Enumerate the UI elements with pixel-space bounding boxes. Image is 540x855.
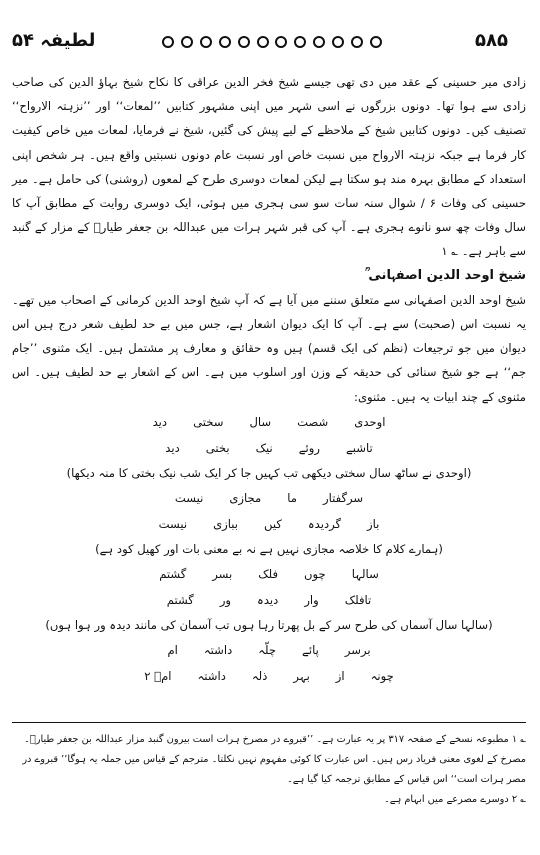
ornament-ring-icon bbox=[162, 36, 174, 48]
verse-word: ما bbox=[287, 490, 297, 505]
verse-line bbox=[12, 485, 526, 511]
verse-word: سالہا bbox=[351, 566, 379, 581]
verse-word: ور bbox=[219, 592, 232, 607]
verse-line bbox=[12, 435, 526, 461]
verse-word: نیست bbox=[158, 516, 188, 531]
paragraph-2: شیخ اوحد الدین اصفہانی سے متعلق سننے میں آیا ہے کہ آپ شیخ اوحد الدین کرمانی کے اصحاب میں تھے۔ یہ نسبت اس (صحبت) سے ہے۔ آپ کا ایک دیوان اشعار ہے، جس میں بے حد لطیف شعر درج ہیں اس دیوان میں جو ترجیعات (نظم کی ایک قسم) ہیں وہ حقائق و معارف پر مشتمل ہیں۔ ایک مثنوی ’’جام جم‘‘ ہے جو شیخ سنائی کی حدیقہ کے وزن اور اسلوب میں ہے۔ اس کے اشعار بے حد لطیف ہیں۔ اس مثنوی کے چند ابیات یہ ہیں۔ مثنوی: bbox=[12, 292, 526, 404]
ornament-ring-icon bbox=[294, 36, 306, 48]
verse-word: وار bbox=[304, 592, 319, 607]
verse-word: نیست bbox=[174, 490, 204, 505]
verse-word: گردیدہ bbox=[307, 516, 342, 531]
verse-word: گشتم bbox=[159, 566, 187, 581]
page-number: ۵۸۵ bbox=[475, 30, 508, 51]
verse-line bbox=[12, 409, 526, 435]
verse-word: بختی bbox=[205, 440, 230, 455]
verse-word: چلّہ bbox=[258, 642, 277, 657]
header-ornament bbox=[162, 34, 382, 50]
ornament-ring-icon bbox=[370, 36, 382, 48]
page-header bbox=[12, 30, 526, 60]
verse-translation: (سالہا سال آسماں کی طرح سر کے بل پھرتا رہا ہوں تب آسمان کی مانند دیدہ ور ہوا ہوں) bbox=[45, 617, 493, 632]
verse-word: داشتہ bbox=[203, 642, 233, 657]
verse-word: از bbox=[335, 668, 345, 683]
footnote-divider bbox=[12, 722, 526, 723]
footnote-2: ؎ ۲ دوسرے مصرعے میں ابہام ہے۔ bbox=[383, 794, 526, 805]
verse-word: تافلک bbox=[344, 592, 372, 607]
section-heading: شیخ اوحد الدین اصفہانی ؒ bbox=[365, 267, 526, 283]
paragraph-1: زادی میر حسینی کے عقد میں دی تھی جیسے شیخ فخر الدین عراقی کا نکاح شیخ بہاؤ الدین کی صاحب زادی سے ہوا تھا۔ دونوں بزرگوں نے اسی شہر میں اپنی مشہور کتابیں ’’لمعات‘‘ اور ’’نزہتہ الارواح‘‘ تصنیف کیں۔ دونوں کتابیں شیخ کے ملاحظے کے لیے پیش کی گئیں، شیخ نے فرمایا، لمعات میں خاص کیفیت کار فرما ہے جبکہ نزہتہ الارواح میں نسبت خاص اور نسبت عام دونوں نسبتیں واقع ہیں۔ ہر شخص اپنی استعداد کے مطابق بہرہ مند ہو سکتا ہے لیکن لمعات دوسری طرح کے لمعوں (روشنی) کی حامل ہے۔ میر حسینی کی وفات ۶ / شوال سنہ سات سو سی ہجری میں ہوئی، ایک دوسری روایت کے مطابق آپ کا سال وفات چھ سو نانوے ہجری ہے۔ آپ کی قبر شہر ہرات میں عبداللہ بن جعفر طیارؓ کے مزار کے گنبد سے باہر ہے۔ ؎ ۱ bbox=[12, 75, 526, 259]
footnote-1: ؎ ۱ مطبوعہ نسخے کے صفحہ ۳۱۷ پر یہ عبارت ہے۔ ’’قبروے در مصرخ ہرات است بیرون گنبد مزار عبداللہ بن جعفر طیارؓ۔ مصرخ کے لغوی معنی فریاد رس ہیں۔ اس عبارت کا کوئی مفہوم نہیں نکلتا۔ مترجم کے قیاس میں جملہ یہ ہوگا’’ قبروے در مصر ہرات است‘‘ اس قیاس کے مطابق ترجمہ کیا گیا ہے۔ bbox=[22, 734, 526, 785]
section-title: لطیفہ ۵۴ bbox=[12, 30, 96, 51]
verse-word: نیک bbox=[255, 440, 273, 455]
ornament-ring-icon bbox=[238, 36, 250, 48]
verse-word: باز bbox=[367, 516, 380, 531]
ornament-ring-icon bbox=[219, 36, 231, 48]
verse-line bbox=[12, 637, 526, 663]
verse-word: مجازی bbox=[229, 490, 262, 505]
ornament-ring-icon bbox=[313, 36, 325, 48]
verse-word: سرگفتار bbox=[322, 490, 364, 505]
verse-line bbox=[12, 511, 526, 537]
verse-word: بسر bbox=[212, 566, 233, 581]
verse-word: دیدہ bbox=[257, 592, 279, 607]
verse-word: دید bbox=[165, 440, 180, 455]
verse-word: امؔ ۲ bbox=[144, 668, 172, 683]
ornament-ring-icon bbox=[332, 36, 344, 48]
ornament-ring-icon bbox=[200, 36, 212, 48]
body-text bbox=[12, 70, 526, 689]
verse-word: سختی bbox=[193, 414, 224, 429]
verse-word: سال bbox=[249, 414, 272, 429]
verse-word: داشتہ bbox=[197, 668, 226, 683]
verse-word: ببازی bbox=[213, 516, 238, 531]
verse-word: بہر bbox=[293, 668, 310, 683]
masnavi-verses bbox=[12, 409, 526, 689]
verse-word: پائے bbox=[302, 642, 319, 657]
verse-word: تاشبے bbox=[345, 440, 373, 455]
verse-word: اوحدی bbox=[354, 414, 386, 429]
ornament-ring-icon bbox=[181, 36, 193, 48]
verse-word: فلک bbox=[258, 566, 279, 581]
verse-word: شصت bbox=[297, 414, 329, 429]
verse-line bbox=[12, 663, 526, 689]
verse-word: دید bbox=[152, 414, 168, 429]
verse-word: برسر bbox=[344, 642, 371, 657]
verse-word: چونہ bbox=[370, 668, 394, 683]
ornament-ring-icon bbox=[275, 36, 287, 48]
verse-line bbox=[12, 587, 526, 613]
verse-word: گشتم bbox=[166, 592, 194, 607]
verse-word: ام bbox=[167, 642, 178, 657]
verse-translation: (اوحدی نے ساٹھ سال سختی دیکھی تب کہیں جا کر ایک شب نیک بختی کا منہ دیکھا) bbox=[66, 465, 472, 480]
verse-word: چوں bbox=[304, 566, 326, 581]
verse-translation: (ہمارے کلام کا خلاصہ مجازی نہیں ہے نہ بے معنی بات اور کھیل کود ہے) bbox=[95, 541, 443, 556]
footnotes bbox=[12, 730, 526, 810]
ornament-ring-icon bbox=[351, 36, 363, 48]
verse-line bbox=[12, 561, 526, 587]
verse-word: روئے bbox=[298, 440, 320, 455]
verse-word: کیں bbox=[264, 516, 282, 531]
verse-word: ذلہ bbox=[251, 668, 268, 683]
ornament-ring-icon bbox=[257, 36, 269, 48]
